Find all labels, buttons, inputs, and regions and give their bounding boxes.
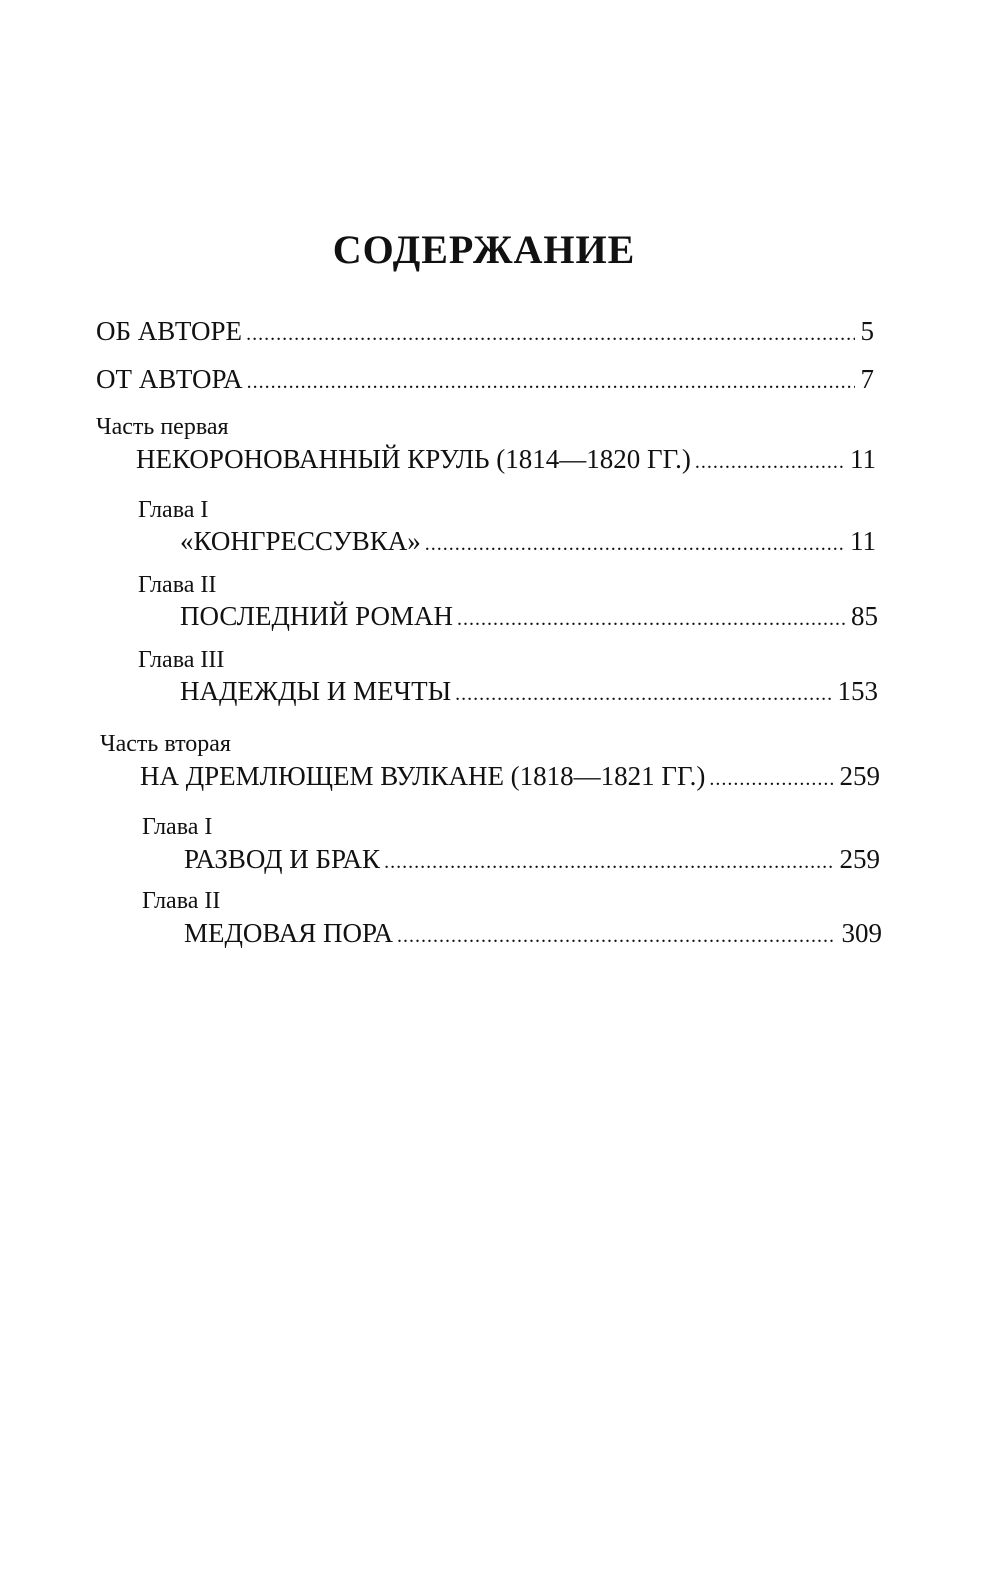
toc-entry-chapter[interactable] bbox=[180, 524, 876, 561]
dot-leader bbox=[709, 762, 833, 796]
toc-entry-from-author[interactable] bbox=[96, 362, 874, 399]
toc-entry-page: 11 bbox=[850, 526, 876, 556]
chapter-heading: Глава I bbox=[142, 814, 213, 840]
toc-entry-label: ПОСЛЕДНИЙ РОМАН bbox=[180, 601, 453, 631]
toc-entry-chapter[interactable] bbox=[180, 674, 878, 711]
toc-entry-label: ОТ АВТОРА bbox=[96, 364, 243, 394]
chapter-heading: Глава III bbox=[138, 647, 225, 673]
toc-entry-chapter[interactable] bbox=[180, 599, 878, 636]
toc-entry-page: 153 bbox=[837, 676, 878, 706]
dot-leader bbox=[425, 527, 844, 561]
toc-entry-page: 85 bbox=[851, 601, 878, 631]
chapter-heading: Глава I bbox=[138, 497, 209, 523]
toc-entry-page: 11 bbox=[850, 444, 876, 474]
toc-entry-label: ОБ АВТОРЕ bbox=[96, 316, 243, 346]
chapter-heading: Глава II bbox=[138, 572, 217, 598]
toc-entry-about-author[interactable] bbox=[96, 314, 874, 351]
toc-entry-page: 7 bbox=[860, 364, 874, 394]
toc-entry-label: НАДЕЖДЫ И МЕЧТЫ bbox=[180, 676, 452, 706]
dot-leader bbox=[457, 602, 845, 636]
dot-leader bbox=[246, 317, 854, 351]
chapter-heading: Глава II bbox=[142, 888, 221, 914]
toc-entry-label: НА ДРЕМЛЮЩЕМ ВУЛКАНЕ (1818—1821 ГГ.) bbox=[140, 761, 706, 791]
toc-entry-page: 309 bbox=[841, 918, 882, 948]
part-heading: Часть вторая bbox=[100, 731, 231, 757]
part-heading: Часть первая bbox=[96, 414, 229, 440]
dot-leader bbox=[247, 365, 855, 399]
toc-entry-chapter[interactable] bbox=[184, 916, 882, 953]
toc-entry-part-2[interactable] bbox=[140, 759, 880, 796]
toc-entry-label: МЕДОВАЯ ПОРА bbox=[184, 918, 394, 948]
toc-entry-label: «КОНГРЕССУВКА» bbox=[180, 526, 421, 556]
dot-leader bbox=[384, 845, 833, 879]
dot-leader bbox=[695, 445, 844, 479]
toc-entry-part-1[interactable] bbox=[136, 442, 876, 479]
toc-entry-page: 259 bbox=[839, 844, 880, 874]
toc-entry-label: НЕКОРОНОВАННЫЙ КРУЛЬ (1814—1820 ГГ.) bbox=[136, 444, 691, 474]
dot-leader bbox=[397, 919, 835, 953]
dot-leader bbox=[455, 677, 831, 711]
toc-title: СОДЕРЖАНИЕ bbox=[332, 227, 636, 272]
toc-entry-page: 259 bbox=[839, 761, 880, 791]
toc-entry-chapter[interactable] bbox=[184, 842, 880, 879]
toc-entry-label: РАЗВОД И БРАК bbox=[184, 844, 381, 874]
toc-entry-page: 5 bbox=[860, 316, 874, 346]
